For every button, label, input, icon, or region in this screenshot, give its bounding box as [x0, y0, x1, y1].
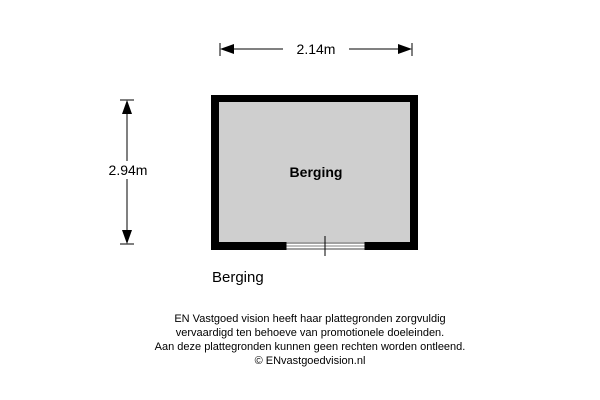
width-label: 2.14m — [296, 41, 336, 57]
floor-title: Berging — [212, 269, 264, 286]
room-label: Berging — [289, 164, 343, 180]
width-dimension — [220, 39, 412, 57]
disclaimer-line-3: Aan deze plattegronden kunnen geen rechten worden ontleend. — [154, 341, 466, 353]
height-label: 2.94m — [108, 162, 148, 178]
height-arrow-top-icon — [122, 100, 132, 114]
height-arrow-bottom-icon — [122, 230, 132, 244]
disclaimer-line-2: vervaardigd ten behoeve van promotionele doeleinden. — [175, 327, 445, 339]
disclaimer-line-1: EN Vastgoed vision heeft haar plattegronden zorgvuldig — [174, 313, 446, 325]
width-arrow-right-icon — [398, 44, 412, 54]
width-arrow-left-icon — [220, 44, 234, 54]
height-dimension — [98, 100, 160, 244]
disclaimer — [0, 312, 600, 368]
disclaimer-line-4: © ENvastgoedvision.nl — [254, 355, 366, 367]
room — [211, 95, 418, 256]
